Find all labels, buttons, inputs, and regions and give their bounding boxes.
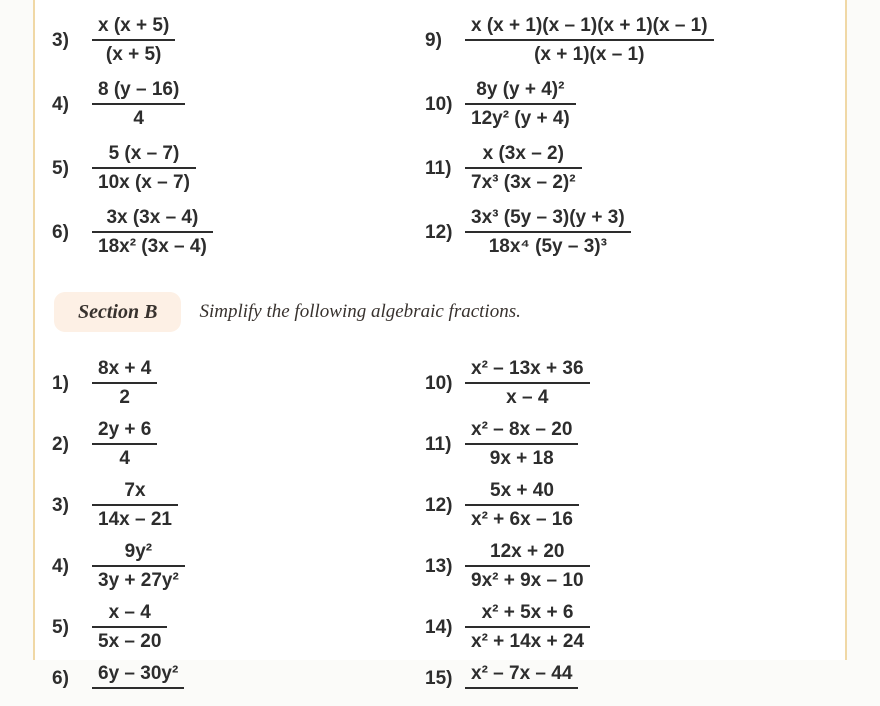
problem-number: 13) [425,555,453,577]
fraction-numerator: 3x (3x – 4) [92,208,213,233]
section-b-left-column [52,359,425,706]
fraction-denominator [465,689,578,693]
problem-number: 10) [425,93,453,115]
fraction-denominator: x² + 14x + 24 [471,631,585,652]
fraction-numerator: x² – 13x + 36 [465,359,590,384]
problem-b-2 [52,420,425,468]
problem-number: 4) [52,93,69,115]
fraction [92,208,213,256]
problem-a-4 [52,80,425,128]
fraction-numerator: 2y + 6 [92,420,157,445]
fraction-denominator: x² + 6x – 16 [471,509,573,530]
problem-a-10 [425,80,845,128]
problem-b-4 [52,542,425,590]
fraction-denominator: (x + 1)(x – 1) [534,44,645,65]
fraction [465,481,579,529]
fraction [465,603,590,651]
fraction-numerator: 12x + 20 [465,542,590,567]
fraction-numerator: 8y (y + 4)² [465,80,576,105]
section-a-problems [35,0,845,272]
fraction [92,603,167,651]
fraction [92,481,178,529]
fraction-numerator: 8 (y – 16) [92,80,185,105]
problem-b-5 [52,603,425,651]
fraction [465,208,631,256]
problem-number: 12) [425,221,453,243]
problem-b-15 [425,664,845,693]
fraction [465,80,576,128]
worksheet-sheet [33,0,847,689]
problem-number: 5) [52,157,69,179]
fraction [465,16,714,64]
problem-number: 12) [425,494,453,516]
fraction [92,80,185,128]
problem-b-10 [425,359,845,407]
section-b-label: Section B [54,292,181,332]
fraction-denominator: 14x – 21 [98,509,172,530]
problem-b-6 [52,664,425,693]
problem-a-6 [52,208,425,256]
fraction-numerator: 6y – 30y² [92,664,184,689]
fraction [465,664,578,693]
problem-number: 14) [425,616,453,638]
fraction-numerator: 5 (x – 7) [92,144,196,169]
fraction-numerator: 8x + 4 [92,359,157,384]
problem-number: 2) [52,433,69,455]
fraction [465,359,590,407]
fraction-denominator: 3y + 27y² [98,570,179,591]
problem-b-11 [425,420,845,468]
fraction-denominator: 7x³ (3x – 2)² [471,172,576,193]
fraction-denominator: 2 [119,387,130,408]
section-a-right-column [425,16,845,272]
problem-number: 9) [425,29,442,51]
problem-a-3 [52,16,425,64]
problem-a-9 [425,16,845,64]
fraction [465,144,582,192]
fraction-numerator: 7x [92,481,178,506]
fraction-numerator: x (3x – 2) [465,144,582,169]
fraction-denominator: 4 [119,448,130,469]
problem-b-14 [425,603,845,651]
section-b-right-column [425,359,845,706]
fraction-denominator: 9x² + 9x – 10 [471,570,584,591]
problem-number: 11) [425,157,452,179]
problem-b-13 [425,542,845,590]
problem-number: 4) [52,555,69,577]
fraction-denominator [92,689,184,693]
fraction [92,359,157,407]
fraction [92,16,175,64]
fraction [92,420,157,468]
fraction-numerator: x² + 5x + 6 [465,603,590,628]
fraction-numerator: 5x + 40 [465,481,579,506]
problem-number: 10) [425,372,453,394]
fraction-denominator: 4 [133,108,144,129]
problem-number: 11) [425,433,452,455]
fraction [465,420,578,468]
fraction-numerator: x – 4 [92,603,167,628]
fraction-numerator: 3x³ (5y – 3)(y + 3) [465,208,631,233]
section-b-header [54,292,845,332]
section-b-instructions: Simplify the following algebraic fractions. [199,301,521,322]
problem-number: 5) [52,616,69,638]
problem-a-12 [425,208,845,256]
fraction-numerator: x² – 8x – 20 [465,420,578,445]
fraction-denominator: x – 4 [506,387,549,408]
problem-b-3 [52,481,425,529]
fraction-numerator: 9y² [92,542,185,567]
problem-number: 6) [52,668,69,689]
fraction [92,144,196,192]
problem-a-5 [52,144,425,192]
problem-number: 15) [425,668,453,689]
fraction [465,542,590,590]
problem-number: 3) [52,494,69,516]
fraction-denominator: 18x² (3x – 4) [98,236,207,257]
fraction-denominator: 12y² (y + 4) [471,108,570,129]
fraction-denominator: 9x + 18 [489,448,554,469]
fraction-numerator: x (x + 5) [92,16,175,41]
section-a-left-column [52,16,425,272]
problem-number: 3) [52,29,69,51]
fraction-numerator: x² – 7x – 44 [465,664,578,689]
problem-number: 6) [52,221,69,243]
fraction-denominator: 10x (x – 7) [98,172,190,193]
fraction-denominator: 18x⁴ (5y – 3)³ [488,236,607,257]
problem-a-11 [425,144,845,192]
problem-b-1 [52,359,425,407]
problem-b-12 [425,481,845,529]
fraction-denominator: (x + 5) [105,44,162,65]
fraction [92,542,185,590]
fraction [92,664,184,693]
section-b-problems [35,359,845,706]
problem-number: 1) [52,372,69,394]
fraction-denominator: 5x – 20 [98,631,162,652]
fraction-numerator: x (x + 1)(x – 1)(x + 1)(x – 1) [465,16,714,41]
